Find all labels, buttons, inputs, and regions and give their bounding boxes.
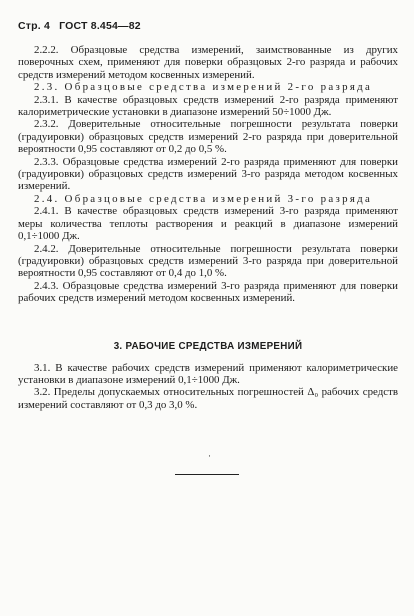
document-body	[18, 44, 398, 411]
paragraph-3-1: 3.1. В качестве рабочих средств измерений применяют калориметрические установки в диапазоне измерений 0,1÷1000 Дж.	[18, 361, 398, 386]
heading-2-3: 2.3. Образцовые средства измерений 2-го разряда	[34, 81, 373, 94]
heading-2-4: 2.4. Образцовые средства измерений 3-го разряда	[34, 192, 373, 205]
paragraph-2-3-2: 2.3.2. Доверительные относительные погрешности результата поверки (градуировки) образцовых средств измерений 2-го разряда при доверительной вероятности 0,95 составляют от 0,2 до 0,5 %.	[18, 118, 398, 156]
paragraph-2-2-2: 2.2.2. Образцовые средства измерений, заимствованные из других поверочных схем, применяют для поверки образцовых 2-го разряда и рабочих средств измерений методом косвенных измерений.	[18, 44, 398, 81]
paragraph-2-4-1: 2.4.1. В качестве образцовых средств измерений 3-го разряда применяют меры количества теплоты растворения и реакций в диапазоне измерений 0,1÷1000 Дж.	[18, 205, 398, 243]
paragraph-3-2: 3.2. Пределы допускаемых относительных погрешностей Δ₀ рабочих средств измерений составляют от 0,3 до 3,0 %.	[18, 386, 398, 411]
paragraph-2-4-2: 2.4.2. Доверительные относительные погрешности результата поверки (градуировки) образцовых средств измерений 3-го разряда при доверительной вероятности 0,95 составляют от 0,4 до 1,0 %.	[18, 242, 398, 280]
dot-mark: ·	[208, 451, 211, 461]
page-number: Стр. 4	[18, 20, 51, 32]
paragraph-2-4-3: 2.4.3. Образцовые средства измерений 3-го разряда применяют для поверки рабочих средств измерений методом косвенных измерений.	[18, 279, 398, 305]
paragraph-2-3-3: 2.3.3. Образцовые средства измерений 2-го разряда применяют для поверки (градуировки) образцовых средств измерений 3-го разряда методом косвенных измерений.	[18, 155, 398, 193]
page-header	[18, 20, 141, 32]
paragraph-2-3-1: 2.3.1. В качестве образцовых средств измерений 2-го разряда применяют калориметрические установки в диапазоне измерений 50÷1000 Дж.	[18, 93, 398, 119]
end-rule	[175, 474, 239, 475]
standard-number: ГОСТ 8.454—82	[59, 20, 141, 32]
section-3-title: 3. РАБОЧИЕ СРЕДСТВА ИЗМЕРЕНИЙ	[113, 340, 303, 352]
